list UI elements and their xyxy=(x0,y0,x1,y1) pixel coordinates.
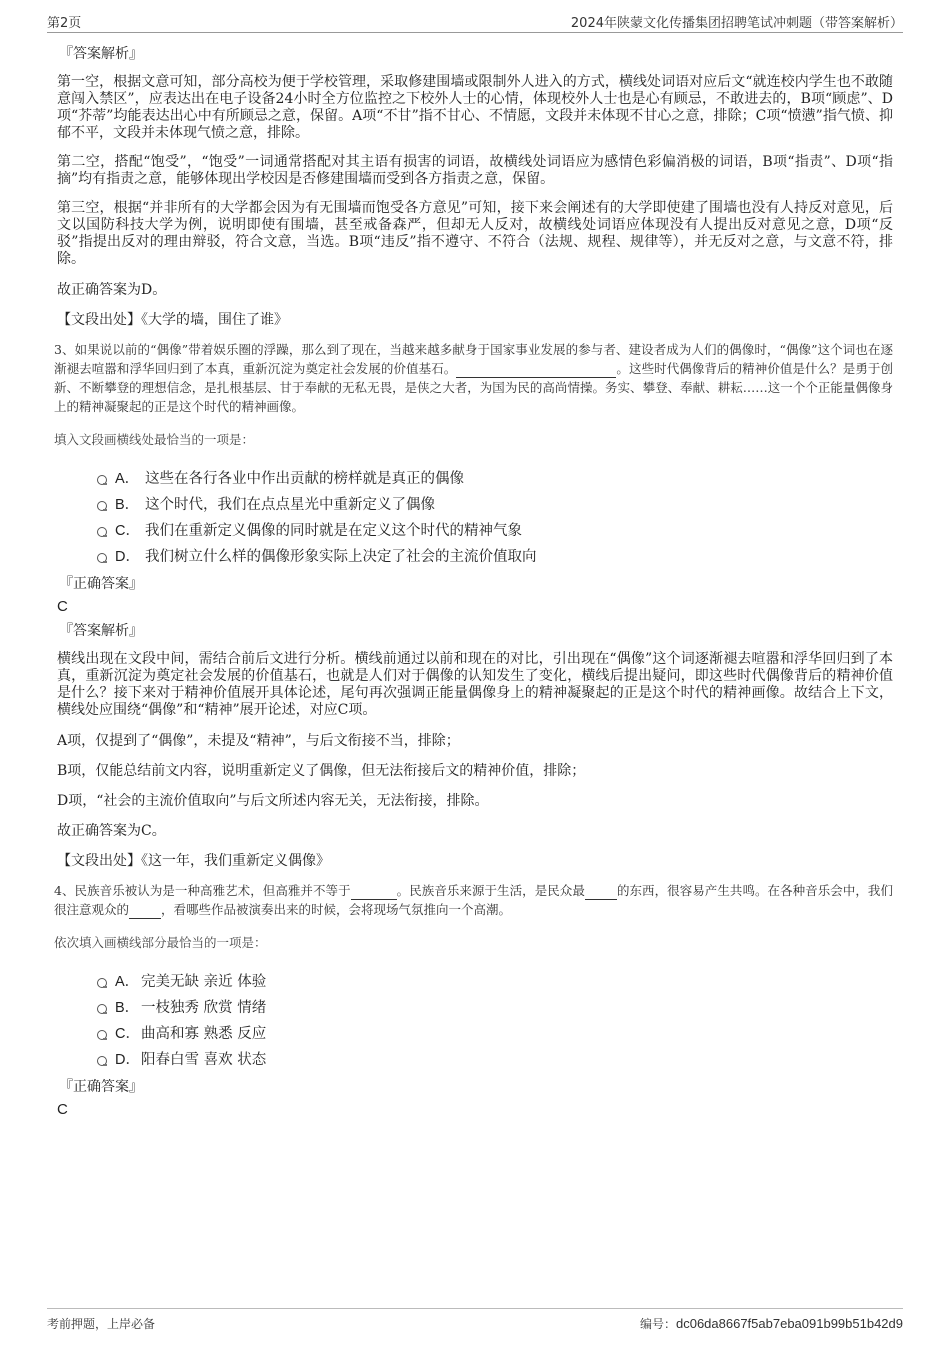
analysis-label: 『答案解析』 xyxy=(59,46,143,62)
answer-label: 『正确答案』 xyxy=(59,576,143,592)
option-a[interactable]: A． 完美无缺 亲近 体验 xyxy=(97,969,893,995)
option-d[interactable]: D． 阳春白雪 喜欢 状态 xyxy=(97,1047,893,1073)
correct-answer: C xyxy=(57,1101,68,1118)
document-code: 编号：dc06da8667f5ab7eba091b99b51b42d9 xyxy=(639,1316,903,1331)
fill-blank xyxy=(456,363,616,378)
source-citation: 【文段出处】《大学的墙，围住了谁》 xyxy=(57,312,288,328)
radio-icon[interactable] xyxy=(97,1004,107,1014)
analysis-paragraph: 第一空，根据文意可知，部分高校为便于学校管理，采取修建围墙或限制外人进入的方式，横线处词语对应后文“就连校内学生也不敢随意闯入禁区”，应表达出在电子设备24小时全方位监控之下校外人士的心情，体现校外人士也是心有顾忌，不敢进去的，B项“顾虑”、D项“芥蒂”均能表达出心中有所顾忌之意，保留。A项“不甘”指不甘心、不情愿，文段并未体现不甘心之意，排除；C项“愤懑”指气愤、抑郁不平，文段并未体现气愤之意，排除。 xyxy=(57,74,893,141)
analysis-label: 『答案解析』 xyxy=(59,623,143,639)
page-footer xyxy=(47,1308,903,1339)
document-title: 2024年陕蒙文化传播集团招聘笔试冲刺题（带答案解析） xyxy=(570,16,903,31)
footer-slogan: 考前押题，上岸必备 xyxy=(47,1317,156,1331)
fill-blank xyxy=(351,885,397,900)
analysis-paragraph: B项，仅能总结前文内容，说明重新定义了偶像，但无法衔接后文的精神价值，排除； xyxy=(57,763,586,779)
conclusion: 故正确答案为D。 xyxy=(57,282,167,298)
radio-icon[interactable] xyxy=(97,1056,107,1066)
analysis-paragraph: 第三空，根据“并非所有的大学都会因为有无围墙而饱受各方意见”可知，接下来会阐述有的大学即使建了围墙也没有人持反对意见，后文以国防科技大学为例，说明即使有围墙，甚至戒备森严，但却无人反对，故横线处词语应体现没有人提出反对意见之意，D项“反驳”指提出反对的理由辩驳，符合文意，当选。B项“违反”指不遵守、不符合（法规、规程、规律等），并无反对之意，与文意不符，排除。 xyxy=(57,200,893,267)
question-stem: 3、如果说以前的“偶像”带着娱乐圈的浮躁，那么到了现在，当越来越多献身于国家事业发展的参与者、建设者成为人们的偶像时，“偶像”这个词也在逐渐褪去喧嚣和浮华回归到了本真，重新沉淀为奠定社会发展的价值基石。 。这些时代偶像背后的精神价值是什么？是勇于创新、不断攀登的理想信念，是扎根基层、甘于奉献的无私无畏，是侠之大者，为国为民的高尚情操。务实、攀登、奉献、耕耘……这一个个正能量偶像身上的精神凝聚起的正是这个时代的精神画像。 xyxy=(54,342,893,414)
option-a[interactable]: A． 这些在各行各业中作出贡献的榜样就是真正的偶像 xyxy=(97,466,893,492)
radio-icon[interactable] xyxy=(97,978,107,988)
option-c[interactable]: C． 我们在重新定义偶像的同时就是在定义这个时代的精神气象 xyxy=(97,518,893,544)
radio-icon[interactable] xyxy=(97,475,107,485)
option-b[interactable]: B． 一枝独秀 欣赏 情绪 xyxy=(97,995,893,1021)
analysis-paragraph: 横线出现在文段中间，需结合前后文进行分析。横线前通过以前和现在的对比，引出现在“偶像”这个词逐渐褪去喧嚣和浮华回归到了本真，重新沉淀为奠定社会发展的价值基石，也就是人们对于偶像的认知发生了变化，横线后提出疑问，即这些时代偶像背后的精神价值是什么？接下来对于精神价值展开具体论述，尾句再次强调正能量偶像身上的精神凝聚起的正是这个时代的精神画像。故结合上下文，横线处应围绕“偶像”和“精神”展开论述，对应C项。 xyxy=(57,651,893,718)
question-3 xyxy=(54,340,893,871)
analysis-paragraph: 第二空，搭配“饱受”，“饱受”一词通常搭配对其主语有损害的词语，故横线处词语应为感情色彩偏消极的词语，B项“指责”、D项“指摘”均有指责之意，能够体现出学校因是否修建围墙而受到各方指责之意，保留。 xyxy=(57,154,893,187)
question-2-analysis xyxy=(57,44,893,330)
option-list xyxy=(97,466,893,570)
question-stem: 4、民族音乐被认为是一种高雅艺术，但高雅并不等于 。民族音乐来源于生活，是民众最 的东西，很容易产生共鸣。在各种音乐会中，我们很注意观众的 ，看哪些作品被演奏出来的时候，会将现场气氛推向一个高潮。 xyxy=(54,883,893,917)
page-content xyxy=(54,40,893,1124)
radio-icon[interactable] xyxy=(97,501,107,511)
option-b[interactable]: B． 这个时代，我们在点点星光中重新定义了偶像 xyxy=(97,492,893,518)
question-prompt: 填入文段画横线处最恰当的一项是： xyxy=(54,432,255,447)
page-number: 第2页 xyxy=(47,16,82,31)
radio-icon[interactable] xyxy=(97,553,107,563)
option-c[interactable]: C． 曲高和寡 熟悉 反应 xyxy=(97,1021,893,1047)
radio-icon[interactable] xyxy=(97,527,107,537)
option-list xyxy=(97,969,893,1073)
correct-answer: C xyxy=(57,598,68,615)
option-d[interactable]: D． 我们树立什么样的偶像形象实际上决定了社会的主流价值取向 xyxy=(97,544,893,570)
question-prompt: 依次填入画横线部分最恰当的一项是： xyxy=(54,935,267,950)
source-citation: 【文段出处】《这一年，我们重新定义偶像》 xyxy=(57,853,330,869)
fill-blank xyxy=(129,904,161,919)
question-4 xyxy=(54,881,893,1118)
answer-label: 『正确答案』 xyxy=(59,1079,143,1095)
conclusion: 故正确答案为C。 xyxy=(57,823,166,839)
analysis-paragraph: D项，“社会的主流价值取向”与后文所述内容无关，无法衔接，排除。 xyxy=(57,793,489,809)
fill-blank xyxy=(585,885,617,900)
page-header xyxy=(47,10,903,33)
radio-icon[interactable] xyxy=(97,1030,107,1040)
analysis-paragraph: A项，仅提到了“偶像”，未提及“精神”，与后文衔接不当，排除； xyxy=(57,733,460,749)
